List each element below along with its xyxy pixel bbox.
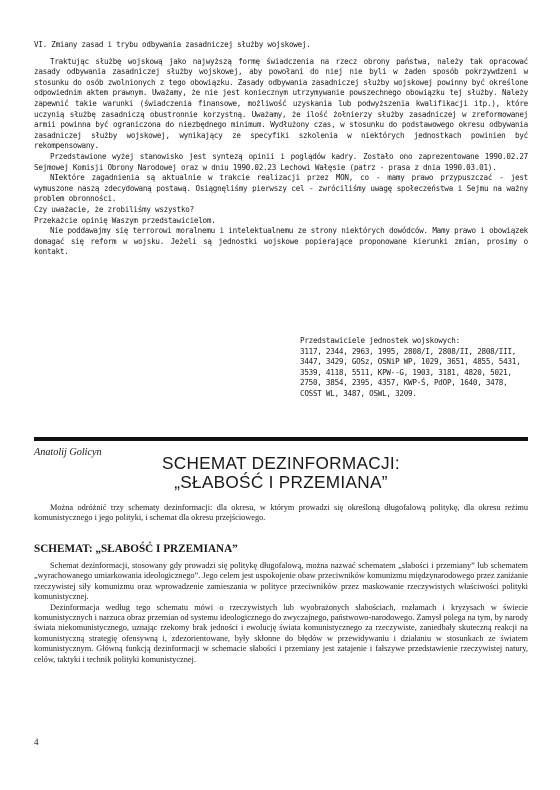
article-title-line2: „SŁABOŚĆ I PRZEMIANA” [174, 472, 388, 492]
signature-title: Przedstawiciele jednostek wojskowych: [300, 336, 460, 345]
article-paragraph: Dezinformacja według tego schematu mówi o rzeczywistych lub wyobrażonych słabościach, rozłamach i kryzysach w świecie komunistycznych i narzuca obraz przemian od systemu ideologicznego do zwyczajnego, państwowo-narodowego. Zamysł polega na tym, by narody świata niekomunistycznego, uznając rzekomy brak jedności i ewolucję świata komunistycznego za rzeczywiste, zaniedbały skuteczną reakcji na komunistyczną strategię ofensywną i, zdezorientowane, były skłonne do błędów w przewidywaniu i działaniu w stosunkach ze światem komunistycznym. Główną funkcją dezinformacji w schemacie słabości i przemiany jest zatajenie i fałszywe przedstawienie rzeczywistej natury, celów, taktyki i technik polityki komunistycznej. [34, 602, 528, 664]
section-divider [34, 437, 528, 441]
article-title [34, 454, 528, 492]
article-title-line1: SCHEMAT DEZINFORMACJI: [161, 453, 400, 473]
section-heading: VI. Zmiany zasad i trybu odbywania zasadniczej służby wojskowej. [34, 40, 311, 49]
page-number: 4 [34, 737, 39, 747]
article-author: Anatolij Golicyn [34, 447, 102, 458]
article-body [34, 561, 528, 665]
article-paragraph: Schemat dezinformacji, stosowany gdy prowadzi się politykę długofalową, można nazwać schematem „słabości i przemiany” lub schematem „wyrachowanego umiarkowania ideologicznego”. Jego celem jest uspokojenie obaw przeciwników komunizmu międzynarodowego przez zaniżanie rzeczywistej siły komunizmu oraz wprowadzenie zamieszania w polityce przeciwników przez maskowanie rzeczywistych właściwości polityki komunistycznej. [34, 561, 528, 602]
section-paragraph: NIektóre zagadnienia są aktualnie w trakcie realizacji przez MON, co - mamy prawo przypuszczać - jest wymuszone naszą zdecydowaną postawą. Osiągnęliśmy pierwszy cel - zwróciliśmy uwagę społeczeństwa i Sejmu na ważny problem obronności. [34, 173, 528, 204]
section-paragraph: Traktując służbę wojskową jako najwyższą formę świadczenia na rzecz obrony państwa, należy tak opracować zasady odbywania zasadniczej służby wojskowej, aby powołani do niej nie byli w żaden sposób pokrzywdzeni w stosunku do osób zwolnionych z tego obowiązku. Zasady odbywania zasadniczej służby wojskowej powinny być określone odpowiednim aktem prawnym. Uważamy, że nie jest koniecznym utrzymywanie powszechnego obowiązku tej służby. Należy zapewnić takie warunki (świadczenia finansowe, możliwość uzyskania lub podwyższenia kwalifikacji itp.), które uczynią służbę zasadniczą obustronnie korzystną. Uważamy, że ilość żołnierzy służby zasadniczej w zreformowanej armii powinna być ograniczona do niezbędnego minimum. Wydłużony czas, w stosunku do podstawowego okresu odbywania zasadniczej służby wojskowej, wynikający ze specyfiki szkolenia w niektórych jednostkach powinien być rekompensowany. [34, 56, 528, 151]
article-subheading: SCHEMAT: „SŁABOŚĆ I PRZEMIANA” [34, 543, 238, 555]
section-paragraph: Czy uważacie, że zrobiliśmy wszystko? [34, 204, 194, 214]
signature-units: 3117, 2344, 2963, 1995, 2808/I, 2808/II, 2808/III, 3447, 3429, GOSz, OSNiP WP, 1029, 3651, 4855, 5431, 3539, 4118, 5511, KPW--G, 1903, 3181, 4820, 5021, 2750, 3854, 2395, 4357, KWP-Ś, PdOP, 1640, 3478, COSST WL, 3487, OSWL, 3209. [300, 346, 521, 398]
section-paragraph: Nie poddawajmy się terrorowi moralnemu i intelektualnemu ze strony niektórych dowódców. Mamy prawo i obowiązek domagać się reform w wojsku. Jeżeli są jednostki wojskowe popierające proponowane kierunki zmian, prosimy o kontakt. [34, 226, 528, 257]
article-intro: Można odróżnić trzy schematy dezinformacji: dla okresu, w którym prowadzi się określoną długofalową politykę, dla okresu reżimu komunistycznego i jego polityki, i schemat dla okresu przejściowego. [34, 503, 528, 523]
section-paragraph: Przekażcie opinię Waszym przedstawicielom. [34, 215, 216, 225]
section-paragraph: Przedstawione wyżej stanowisko jest syntezą opinii i poglądów kadry. Zostało ono zaprezentowane 1990.02.27 Sejmowej Komisji Obrony Narodowej oraz w dniu 1990.02.23 Lechowi Wałęsie (patrz - prasa z dnia 1990.03.01). [34, 151, 528, 172]
reform-section [34, 40, 528, 258]
signature-block [300, 336, 530, 400]
